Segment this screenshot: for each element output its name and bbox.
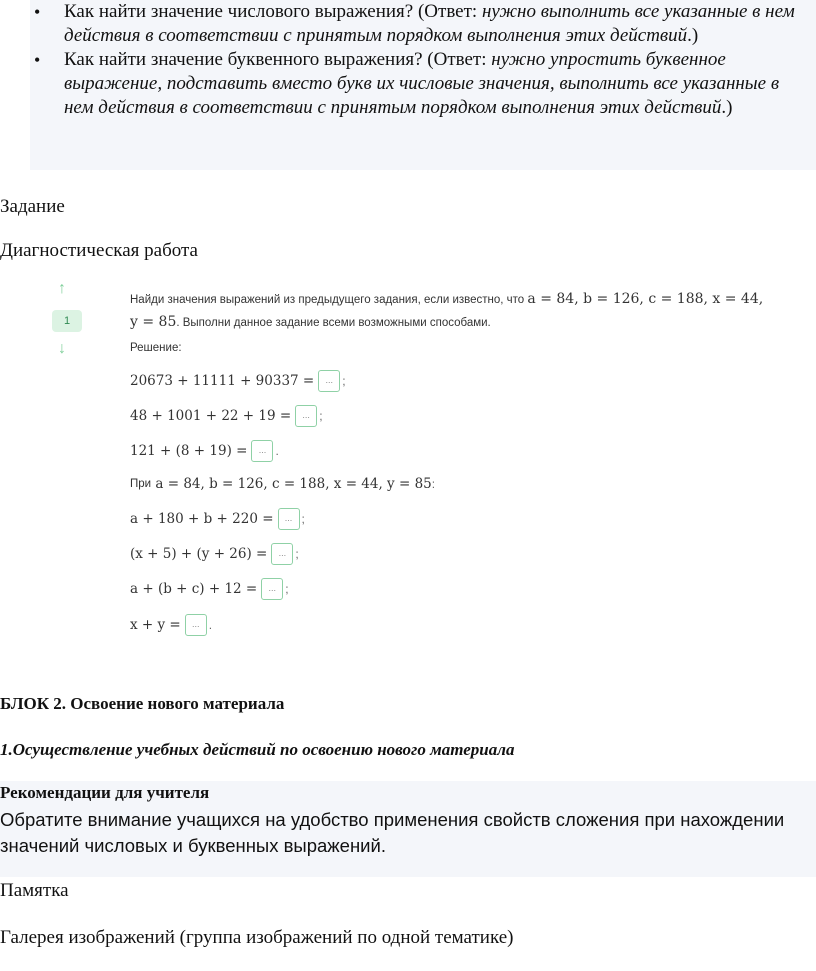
arrow-down-icon[interactable]: ↓ [58,340,66,357]
given-end: : [431,477,436,491]
equation-lhs: 20673 + 11111 + 90337 = [130,373,315,389]
task-outro: . Выполни данное задание всеми возможными способами. [176,317,491,329]
answer-input[interactable]: ... [251,440,273,462]
assignment-label: Задание [0,196,65,217]
equation-end: . [275,444,279,458]
equation-row [130,614,212,636]
equation-end: ; [301,512,305,526]
question-item [30,0,812,48]
answer-text: нужно упростить буквенное выражение, подставить вместо букв их числовые значения, выполнить все указанные в нем действия в соответствии с принятым порядком выполнения этих действий [64,49,780,118]
block2-title: БЛОК 2. Освоение нового материала [0,694,285,713]
equation-lhs: a + (b + c) + 12 = [130,581,258,597]
question-item [30,48,812,120]
answer-input[interactable]: ... [261,578,283,600]
questions-block [30,0,816,170]
equation-lhs: x + y = [130,617,181,633]
given-values: a = 84, b = 126, c = 188, x = 44, y = 85 [155,476,432,492]
equation-row [130,543,299,565]
task-number-badge[interactable]: 1 [52,310,82,332]
equation-lhs: (x + 5) + (y + 26) = [130,546,268,562]
given-values-row [130,476,435,492]
answer-input[interactable]: ... [278,508,300,530]
equation-row [130,440,279,462]
equation-lhs: 121 + (8 + 19) = [130,443,248,459]
teacher-rec-text: Обратите внимание учащихся на удобство применения свойств сложения при нахождении значений числовых и буквенных выражений. [0,809,785,856]
block2-subtitle: 1.Осуществление учебных действий по освоению нового материала [0,740,515,759]
task-intro: Найди значения выражений из предыдущего задания, если известно, что [130,294,528,306]
questions-list [30,0,816,120]
equation-end: ; [342,374,346,388]
equation-lhs: a + 180 + b + 220 = [130,511,274,527]
question-suffix: .) [687,25,699,46]
solution-label: Решение: [130,342,182,354]
equation-row [130,578,289,600]
question-suffix: .) [721,97,733,118]
answer-input[interactable]: ... [185,614,207,636]
gallery-label: Галерея изображений (группа изображений по одной тематике) [0,927,514,948]
given-prefix: При [130,478,152,490]
equation-end: ; [319,409,323,423]
equation-row [130,405,323,427]
teacher-recommendations [0,781,816,877]
answer-input[interactable]: ... [295,405,317,427]
teacher-rec-title: Рекомендации для учителя [0,783,210,802]
answer-input[interactable]: ... [271,543,293,565]
task-statement [130,288,770,334]
question-text: Как найти значение числового выражения? (Ответ: [64,1,482,22]
memo-label: Памятка [0,880,69,901]
answer-text: нужно выполнить все указанные в нем действия в соответствии с принятым порядком выполнения этих действий [64,1,795,46]
equation-end: ; [295,547,299,561]
equation-row [130,508,305,530]
question-text: Как найти значение буквенного выражения? (Ответ: [64,49,492,70]
equation-row [130,370,346,392]
arrow-up-icon[interactable]: ↑ [58,280,66,297]
answer-input[interactable]: ... [318,370,340,392]
equation-end: . [208,618,213,632]
diagnostic-label: Диагностическая работа [0,240,198,261]
task-widget [30,278,790,650]
task-values: a = 84, b = 126, c = 188, x = 44, y = 85 [130,291,764,330]
equation-end: ; [285,582,289,596]
equation-lhs: 48 + 1001 + 22 + 19 = [130,408,292,424]
